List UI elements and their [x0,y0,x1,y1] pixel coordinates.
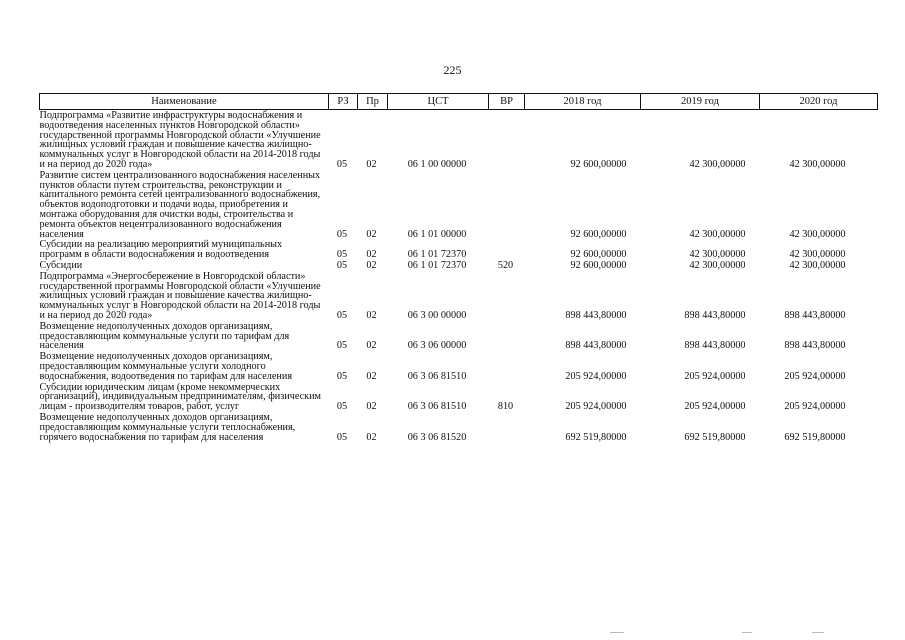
row-rz: 05 [336,228,348,240]
row-pr: 02 [366,401,377,413]
header-2020: 2020 год [760,94,878,110]
row-vr [489,321,525,351]
table-row [40,351,878,381]
row-rz: 05 [336,259,348,271]
row-2019: 205 924,00000 [684,370,746,382]
row-rz: 05 [336,249,348,261]
row-pr: 02 [366,309,377,321]
table-row [40,321,878,351]
row-cst: 06 3 06 00000 [407,340,467,352]
row-name: Подпрограмма «Развитие инфраструктуры водоснабжения и водоотведения населенных пунктов Новгородской области» государственной программы Новгородской области «Улучшение жилищных условий граждан и повышение качества жилищно-коммунальных услуг в Новгородской области на 2014-2018 годы и на период до 2020 года» [39,110,321,170]
row-2018: 92 600,00000 [570,158,627,170]
header-rz: РЗ [329,94,358,110]
row-2018: 92 600,00000 [570,259,627,271]
row-vr [489,351,525,381]
row-2019: 42 300,00000 [689,259,746,271]
row-pr: 02 [366,431,377,443]
row-2018: 92 600,00000 [570,228,627,240]
header-vr: ВР [489,94,525,110]
row-cst: 06 1 01 00000 [407,228,467,240]
row-2020: 692 519,80000 [784,431,846,443]
scan-mark [812,632,824,633]
table-row [40,239,878,260]
row-rz: 05 [336,309,348,321]
row-2018: 205 924,00000 [565,401,627,413]
row-pr: 02 [366,340,377,352]
row-cst: 06 3 06 81510 [407,370,467,382]
row-vr [489,412,525,442]
row-vr: 520 [497,259,514,271]
row-2018: 205 924,00000 [565,370,627,382]
row-pr: 02 [366,259,377,271]
row-2020: 898 443,80000 [784,340,846,352]
row-cst: 06 1 01 72370 [407,249,467,261]
row-pr: 02 [366,158,377,170]
header-2019: 2019 год [641,94,760,110]
row-name: Возмещение недополученных доходов организациям, предоставляющим коммунальные услуги теплоснабжения, горячего водоснабжения по тарифам для населения [39,411,296,443]
row-2020: 205 924,00000 [784,370,846,382]
row-cst: 06 1 01 72370 [407,259,467,271]
row-2020: 42 300,00000 [789,158,846,170]
row-2018: 898 443,80000 [565,340,627,352]
row-name: Возмещение недополученных доходов организациям, предоставляющим коммунальные услуги по тарифам для населения [39,320,290,352]
row-name: Субсидии [39,259,83,271]
row-name: Возмещение недополученных доходов организациям, предоставляющим коммунальные услуги холодного водоснабжения, водоотведения по тарифам для населения [39,351,293,382]
row-2019: 205 924,00000 [684,401,746,413]
row-2019: 692 519,80000 [684,431,746,443]
table-row [40,412,878,442]
row-2019: 42 300,00000 [689,249,746,261]
row-name: Субсидии на реализацию мероприятий муниципальных программ в области водоснабжения и водоотведения [39,239,283,261]
row-vr: 810 [497,401,514,413]
row-rz: 05 [336,340,348,352]
row-cst: 06 1 00 00000 [407,158,467,170]
row-rz: 05 [336,401,348,413]
table-header-row [40,94,878,110]
row-rz: 05 [336,158,348,170]
row-2018: 92 600,00000 [570,249,627,261]
table-row [40,271,878,321]
row-cst: 06 3 06 81520 [407,431,467,443]
row-2020: 898 443,80000 [784,309,846,321]
row-2019: 42 300,00000 [689,158,746,170]
header-cst: ЦСТ [388,94,489,110]
row-cst: 06 3 06 81510 [407,401,467,413]
row-2018: 898 443,80000 [565,309,627,321]
row-rz: 05 [336,431,348,443]
row-2018: 692 519,80000 [565,431,627,443]
table-row [40,382,878,412]
row-vr [489,239,525,260]
row-2019: 42 300,00000 [689,228,746,240]
page-number: 225 [443,63,462,77]
row-cst: 06 3 00 00000 [407,309,467,321]
row-2020: 205 924,00000 [784,401,846,413]
row-name: Подпрограмма «Энергосбережение в Новгородской области» государственной программы Новгородской области «Улучшение жилищных условий граждан и повышение качества жилищно-коммунальных услуг в Новгородской области на 2014-2018 годы и на период до 2020 года» [39,270,321,321]
row-vr [489,110,525,170]
scan-mark [742,632,752,633]
row-2020: 42 300,00000 [789,259,846,271]
row-2019: 898 443,80000 [684,309,746,321]
row-vr [489,271,525,321]
scan-artifacts [0,632,905,640]
header-2018: 2018 год [525,94,641,110]
header-pr: Пр [358,94,388,110]
header-name: Наименование [40,94,329,110]
row-name: Развитие систем централизованного водоснабжения населенных пунктов области путем строительства, реконструкции и капитального ремонта сетей централизованного водоснабжения, объектов водоподготовки и подачи воды, приобретения и монтажа оборудования для очистки воды, строительства и ремонта объектов нецентрализованного водоснабжения населения [39,169,321,240]
table-row [40,110,878,170]
scan-mark [610,632,624,633]
row-pr: 02 [366,249,377,261]
budget-table [39,93,878,442]
row-name: Субсидии юридическим лицам (кроме некоммерческих организаций), индивидуальным предпринимателям, физическим лицам - производителям товаров, работ, услуг [39,381,321,413]
row-rz: 05 [336,370,348,382]
row-vr [489,170,525,240]
row-2019: 898 443,80000 [684,340,746,352]
table-row [40,260,878,271]
row-pr: 02 [366,370,377,382]
row-2020: 42 300,00000 [789,228,846,240]
row-pr: 02 [366,228,377,240]
table-row [40,170,878,240]
row-2020: 42 300,00000 [789,249,846,261]
